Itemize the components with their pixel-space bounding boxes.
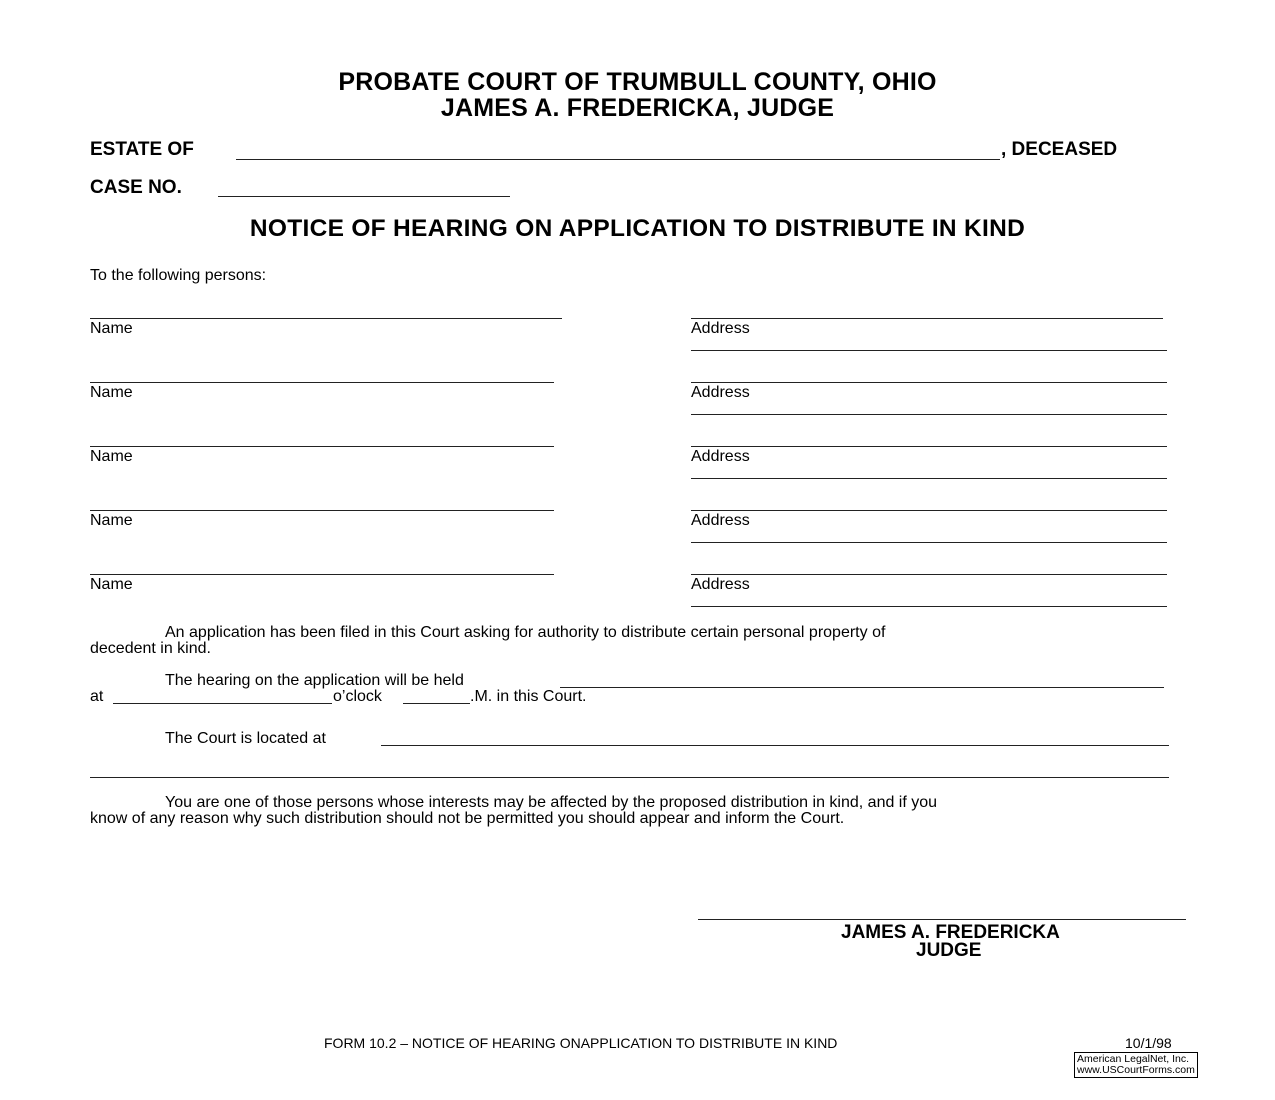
- estate-label: ESTATE OF: [90, 139, 194, 160]
- name-field[interactable]: [90, 446, 554, 447]
- address-field-line1[interactable]: [691, 446, 1167, 447]
- address-field-line2[interactable]: [691, 542, 1167, 543]
- address-field-line2[interactable]: [691, 478, 1167, 479]
- address-label: Address: [691, 576, 750, 593]
- address-label: Address: [691, 448, 750, 465]
- form-date: 10/1/98: [1125, 1035, 1172, 1051]
- signature-name: JAMES A. FREDERICKA: [841, 922, 1060, 943]
- address-field-line1[interactable]: [691, 318, 1163, 319]
- address-label: Address: [691, 384, 750, 401]
- publisher-url: www.USCourtForms.com: [1077, 1064, 1195, 1076]
- hearing-text-prefix: The hearing on the application will be held: [165, 672, 464, 689]
- name-field[interactable]: [90, 574, 554, 575]
- signature-line[interactable]: [698, 919, 1186, 920]
- case-number-label: CASE NO.: [90, 177, 182, 198]
- address-label: Address: [691, 320, 750, 337]
- hearing-at-label: at: [90, 688, 104, 705]
- application-text-line2: decedent in kind.: [90, 640, 211, 657]
- name-field[interactable]: [90, 318, 562, 319]
- signature-title: JUDGE: [916, 940, 982, 961]
- name-field[interactable]: [90, 382, 554, 383]
- form-heading: NOTICE OF HEARING ON APPLICATION TO DISTRIBUTE IN KIND: [249, 215, 1026, 242]
- court-location-field-line1[interactable]: [381, 745, 1169, 746]
- publisher-badge: [1074, 1052, 1198, 1078]
- name-label: Name: [90, 384, 133, 401]
- court-title: PROBATE COURT OF TRUMBULL COUNTY, OHIO: [338, 68, 937, 96]
- name-label: Name: [90, 320, 133, 337]
- name-field[interactable]: [90, 510, 554, 511]
- address-field-line1[interactable]: [691, 382, 1167, 383]
- application-text-line1: An application has been filed in this Court asking for authority to distribute certain personal property of: [165, 624, 886, 641]
- address-field-line1[interactable]: [691, 510, 1167, 511]
- hearing-date-field[interactable]: [560, 687, 1164, 688]
- court-location-field-line2[interactable]: [90, 777, 1169, 778]
- hearing-time-field[interactable]: [113, 703, 332, 704]
- estate-field[interactable]: [236, 159, 1000, 160]
- address-field-line2[interactable]: [691, 414, 1167, 415]
- hearing-oclock-label: o’clock: [333, 688, 382, 705]
- address-field-line1[interactable]: [691, 574, 1167, 575]
- hearing-ampm-field[interactable]: [403, 703, 470, 704]
- address-field-line2[interactable]: [691, 350, 1167, 351]
- name-label: Name: [90, 512, 133, 529]
- publisher-name: American LegalNet, Inc.: [1077, 1053, 1190, 1065]
- recipients-intro: To the following persons:: [90, 267, 267, 284]
- name-label: Name: [90, 448, 133, 465]
- name-label: Name: [90, 576, 133, 593]
- case-number-field[interactable]: [218, 196, 510, 197]
- form-number-label: FORM 10.2 – NOTICE OF HEARING ONAPPLICATION TO DISTRIBUTE IN KIND: [324, 1035, 838, 1051]
- judge-title: JAMES A. FREDERICKA, JUDGE: [440, 94, 835, 122]
- hearing-suffix: .M. in this Court.: [470, 688, 587, 705]
- address-label: Address: [691, 512, 750, 529]
- notice-text-line2: know of any reason why such distribution should not be permitted you should appear and inform the Court.: [90, 810, 845, 827]
- notice-text-line1: You are one of those persons whose interests may be affected by the proposed distribution in kind, and if you: [165, 794, 938, 811]
- deceased-label: , DECEASED: [1001, 139, 1118, 160]
- address-field-line2[interactable]: [691, 606, 1167, 607]
- location-text-prefix: The Court is located at: [165, 730, 326, 747]
